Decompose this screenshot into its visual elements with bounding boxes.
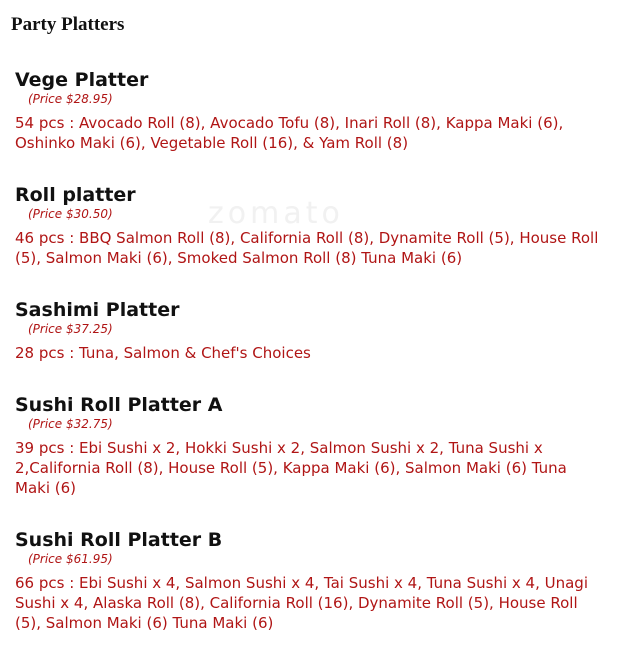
platter-vege [15, 68, 600, 153]
platter-price: (Price $30.50) [28, 207, 113, 221]
platter-sushi-roll-a [15, 393, 600, 498]
platter-name: Sashimi Platter [15, 299, 180, 321]
platter-sashimi [15, 298, 600, 363]
platter-name: Sushi Roll Platter B [15, 529, 223, 551]
platter-name: Sushi Roll Platter A [15, 394, 223, 416]
platter-sushi-roll-b [15, 528, 600, 633]
platter-description: 54 pcs : Avocado Roll (8), Avocado Tofu (8), Inari Roll (8), Kappa Maki (6), Oshinko Maki (6), Vegetable Roll (16), & Yam Roll (8) [15, 114, 564, 152]
platter-name: Roll platter [15, 184, 136, 206]
platter-description: 66 pcs : Ebi Sushi x 4, Salmon Sushi x 4, Tai Sushi x 4, Tuna Sushi x 4, Unagi Sushi x 4, Alaska Roll (8), California Roll (16), Dynamite Roll (5), House Roll (5), Salmon Maki (6) Tuna Maki (6) [15, 574, 588, 632]
platter-description: 46 pcs : BBQ Salmon Roll (8), California Roll (8), Dynamite Roll (5), House Roll (5), Salmon Maki (6), Smoked Salmon Roll (8) Tuna Maki (6) [15, 229, 599, 267]
platter-description: 39 pcs : Ebi Sushi x 2, Hokki Sushi x 2, Salmon Sushi x 2, Tuna Sushi x 2,California Roll (8), House Roll (5), Kappa Maki (6), Salmon Maki (6) Tuna Maki (6) [15, 439, 567, 497]
platter-price: (Price $37.25) [28, 322, 113, 336]
platter-price: (Price $28.95) [28, 92, 113, 106]
platter-description: 28 pcs : Tuna, Salmon & Chef's Choices [15, 344, 311, 362]
platter-roll [15, 183, 600, 268]
platter-price: (Price $61.95) [28, 552, 113, 566]
platter-price: (Price $32.75) [28, 417, 113, 431]
watermark-logo: zomato [208, 196, 344, 231]
page-title: Party Platters [11, 14, 125, 35]
platter-name: Vege Platter [15, 69, 149, 91]
